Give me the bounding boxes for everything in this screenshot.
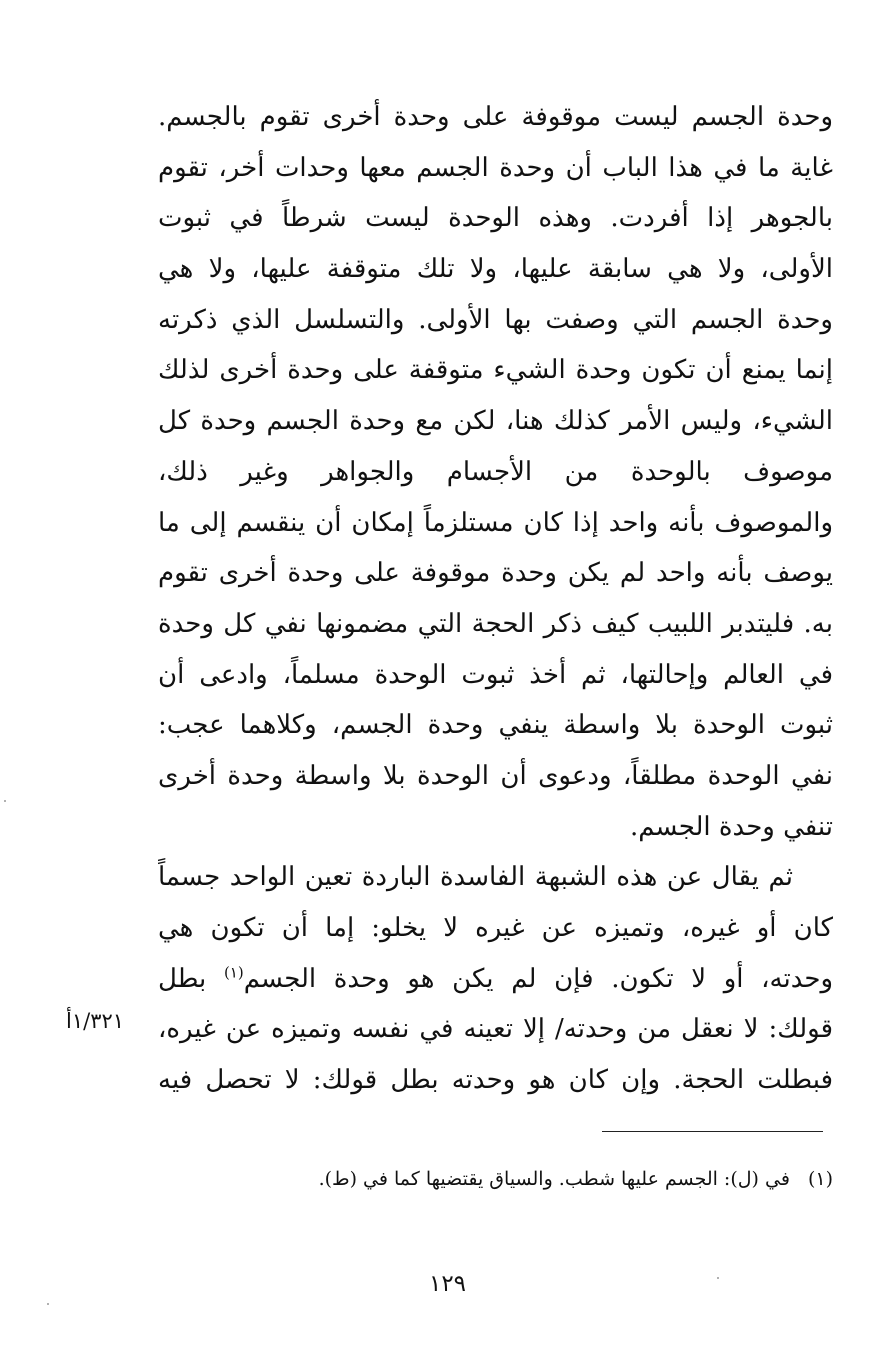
text-line: فبطلت الحجة. وإن كان هو وحدته بطل قولك: لا تحصل فيه [158, 1065, 833, 1096]
text-line: الأولى، ولا هي سابقة عليها، ولا تلك متوقفة عليها، ولا هي [158, 254, 833, 285]
text-line: وحدة الجسم ليست موقوفة على وحدة أخرى تقوم بالجسم. [158, 102, 833, 132]
scan-speck [4, 800, 6, 802]
text-line: في العالم وإحالتها، ثم أخذ ثبوت الوحدة مسلماً، وادعى أن [158, 659, 833, 690]
page-number: ١٢٩ [428, 1271, 467, 1297]
text-line: به. فليتدبر اللبيب كيف ذكر الحجة التي مضمونها نفي كل وحدة [158, 608, 833, 639]
main-text [158, 92, 833, 1106]
text-line: غاية ما في هذا الباب أن وحدة الجسم معها وحدات أخر، تقوم [158, 152, 833, 183]
text-line: بالجوهر إذا أفردت. وهذه الوحدة ليست شرطاً في ثبوت [158, 203, 833, 234]
text-line: والموصوف بأنه واحد إذا كان مستلزماً إمكان أن ينقسم إلى ما [158, 507, 833, 538]
text-line: قولك: لا نعقل من وحدته/ إلا تعينه في نفسه وتميزه عن غيره، [158, 1014, 833, 1045]
text-segment: بطل [158, 963, 207, 994]
text-line: كان أو غيره، وتميزه عن غيره لا يخلو: إما أن تكون هي [158, 913, 833, 943]
scan-speck [717, 1277, 719, 1279]
footnote-text: في (ل): الجسم عليها شطب. والسياق يقتضيها كما في (ط). [318, 1168, 790, 1190]
text-line: يوصف بأنه واحد لم يكن وحدة موقوفة على وحدة أخرى تقوم [158, 558, 833, 589]
text-line: إنما يمنع أن تكون وحدة الشيء متوقفة على وحدة أخرى لذلك [158, 355, 833, 386]
text-line: الشيء، وليس الأمر كذلك هنا، لكن مع وحدة الجسم وحدة كل [158, 406, 833, 437]
manuscript-folio-note: ١/٣٢١أ [66, 1009, 125, 1033]
scan-speck [47, 1303, 49, 1305]
text-segment: وحدته، أو لا تكون. فإن لم يكن هو وحدة الجسم [243, 963, 833, 994]
text-line: تنفي وحدة الجسم. [629, 811, 833, 842]
text-line: موصوف بالوحدة من الأجسام والجواهر وغير ذلك، [158, 456, 833, 487]
text-line: وحدة الجسم التي وصفت بها الأولى. والتسلسل الذي ذكرته [158, 304, 833, 335]
text-line-with-footnote [158, 954, 833, 1005]
footnote [319, 1164, 833, 1194]
text-line: نفي الوحدة مطلقاً، ودعوى أن الوحدة بلا واسطة وحدة أخرى [158, 760, 833, 791]
text-line: ثبوت الوحدة بلا واسطة ينفي وحدة الجسم، وكلاهما عجب: [158, 710, 833, 741]
text-line: ثم يقال عن هذه الشبهة الفاسدة الباردة تعين الواحد جسماً [158, 862, 793, 893]
footnote-marker: (١) [223, 963, 244, 982]
footnote-separator [602, 1131, 823, 1132]
footnote-number: (١) [807, 1168, 833, 1190]
